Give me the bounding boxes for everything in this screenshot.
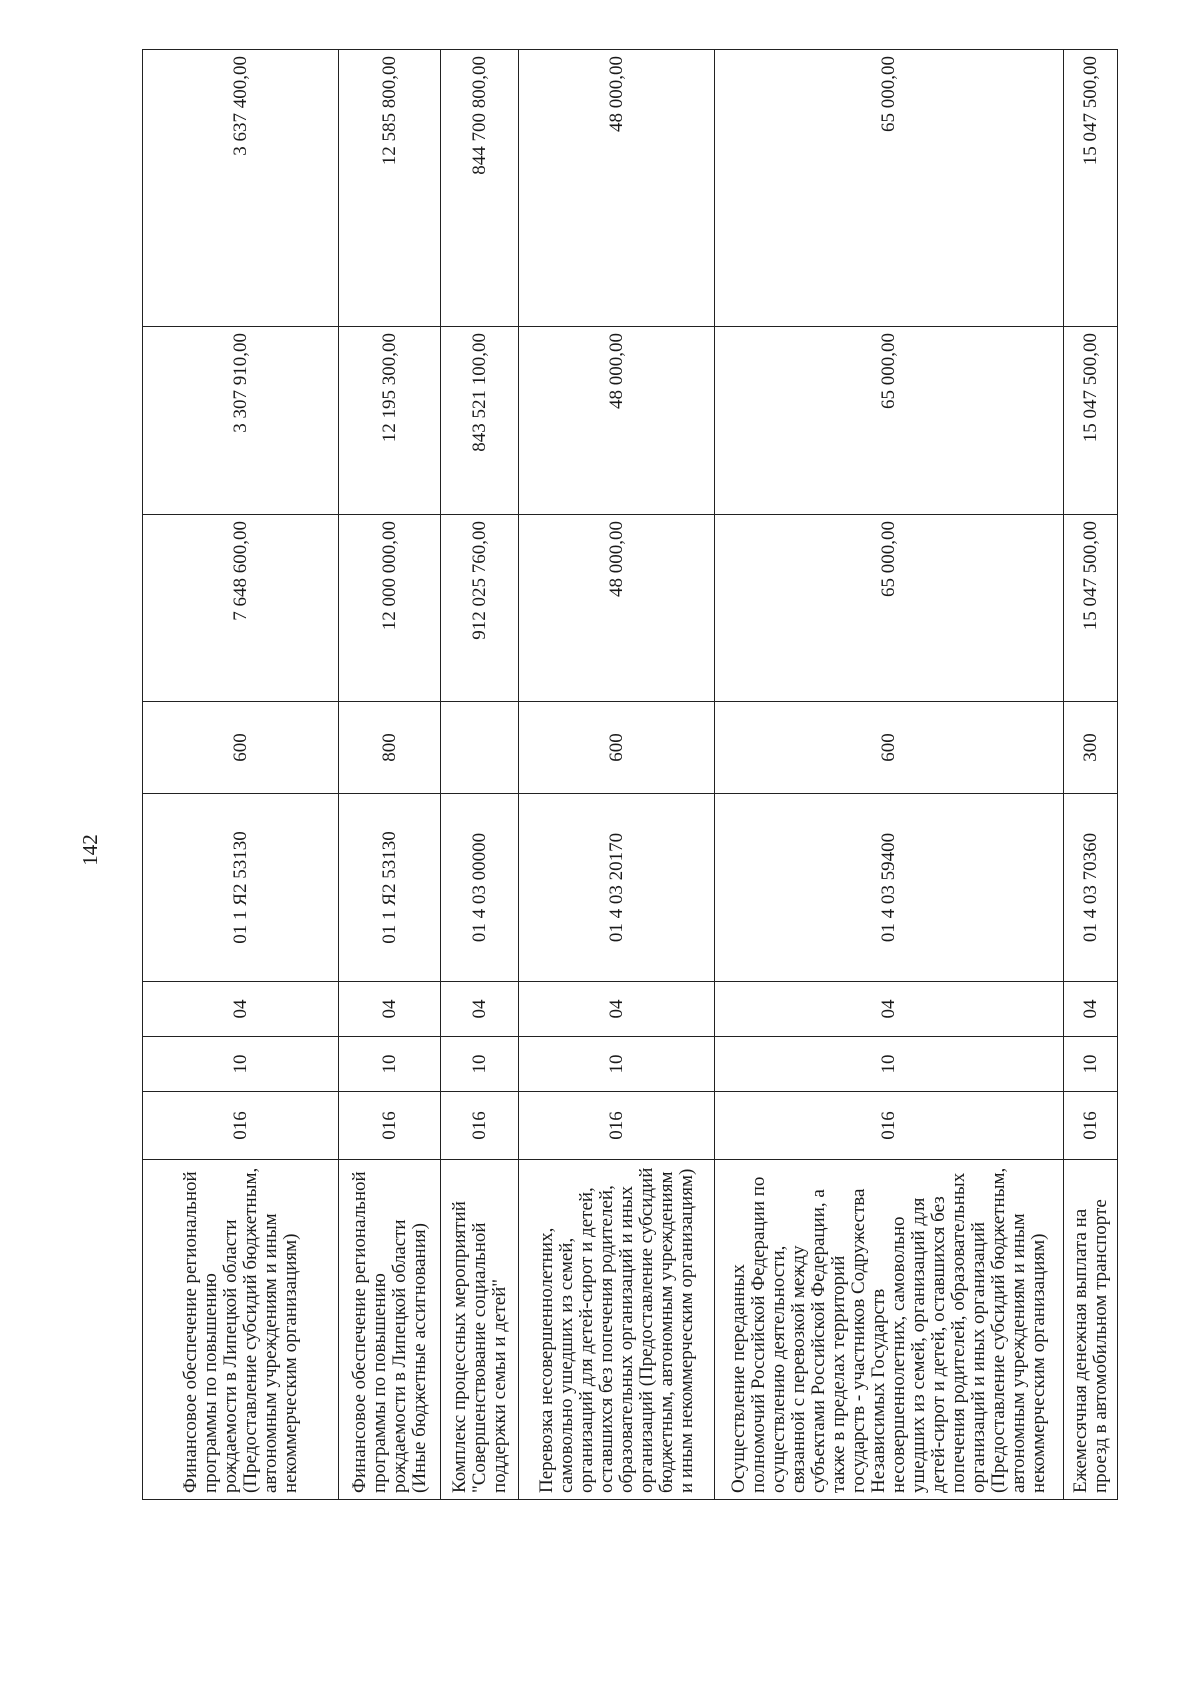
row-amount-2: 843 521 100,00 bbox=[441, 327, 519, 515]
row-name: Ежемесячная денежная выплата на проезд в автомобильном транспорте bbox=[1064, 1160, 1118, 1500]
row-target: 01 4 03 59400 bbox=[715, 794, 1064, 982]
row-amount-1: 15 047 500,00 bbox=[1064, 515, 1118, 702]
page-number: 142 bbox=[78, 834, 102, 866]
row-code: 016 bbox=[1064, 1092, 1118, 1160]
row-amount-3: 65 000,00 bbox=[715, 50, 1064, 327]
row-subsection: 04 bbox=[715, 982, 1064, 1037]
table-row bbox=[143, 50, 339, 1500]
table-row bbox=[441, 50, 519, 1500]
table-row bbox=[519, 50, 715, 1500]
row-section: 10 bbox=[519, 1037, 715, 1092]
row-amount-3: 48 000,00 bbox=[519, 50, 715, 327]
row-name: Перевозка несовершеннолетних, самовольно ушедших из семей, организаций для детей-сирот и детей, оставшихся без попечения родителей, образовательных организаций и иных организаций (Предоставление субсидий бюджетным, автономным учреждениям и иным некоммерческим организациям) bbox=[519, 1160, 715, 1500]
row-target: 01 1 Я2 53130 bbox=[143, 794, 339, 982]
table-row bbox=[339, 50, 441, 1500]
row-amount-2: 12 195 300,00 bbox=[339, 327, 441, 515]
row-amount-1: 48 000,00 bbox=[519, 515, 715, 702]
row-section: 10 bbox=[339, 1037, 441, 1092]
row-subsection: 04 bbox=[519, 982, 715, 1037]
row-type: 600 bbox=[143, 702, 339, 794]
row-name: Финансовое обеспечение региональной программы по повышению рождаемости в Липецкой области (Предоставление субсидий бюджетным, автономным учреждениям и иным некоммерческим организациям) bbox=[143, 1160, 339, 1500]
row-amount-2: 48 000,00 bbox=[519, 327, 715, 515]
row-amount-1: 65 000,00 bbox=[715, 515, 1064, 702]
rotated-table-frame bbox=[142, 50, 1117, 1500]
row-code: 016 bbox=[339, 1092, 441, 1160]
row-amount-1: 7 648 600,00 bbox=[143, 515, 339, 702]
row-section: 10 bbox=[143, 1037, 339, 1092]
row-subsection: 04 bbox=[441, 982, 519, 1037]
row-type bbox=[441, 702, 519, 794]
row-amount-2: 3 307 910,00 bbox=[143, 327, 339, 515]
row-section: 10 bbox=[715, 1037, 1064, 1092]
row-target: 01 1 Я2 53130 bbox=[339, 794, 441, 982]
row-code: 016 bbox=[441, 1092, 519, 1160]
row-subsection: 04 bbox=[143, 982, 339, 1037]
row-amount-1: 912 025 760,00 bbox=[441, 515, 519, 702]
budget-table bbox=[142, 49, 1118, 1500]
row-subsection: 04 bbox=[339, 982, 441, 1037]
row-amount-3: 844 700 800,00 bbox=[441, 50, 519, 327]
row-amount-3: 3 637 400,00 bbox=[143, 50, 339, 327]
row-name: Осуществление переданных полномочий Российской Федерации по осуществлению деятельности, связанной с перевозкой между субъектами Российской Федерации, а также в пределах территорий государств - участников Содружества Независимых Государств несовершеннолетних, самовольно ушедших из семей, организаций для детей-сирот и детей, оставшихся без попечения родителей, образовательных организаций и иных организаций (Предоставление субсидий бюджетным, автономным учреждениям и иным некоммерческим организациям) bbox=[715, 1160, 1064, 1500]
row-amount-3: 12 585 800,00 bbox=[339, 50, 441, 327]
table-row bbox=[715, 50, 1064, 1500]
row-target: 01 4 03 20170 bbox=[519, 794, 715, 982]
row-section: 10 bbox=[1064, 1037, 1118, 1092]
row-code: 016 bbox=[715, 1092, 1064, 1160]
row-code: 016 bbox=[143, 1092, 339, 1160]
row-type: 800 bbox=[339, 702, 441, 794]
row-target: 01 4 03 70360 bbox=[1064, 794, 1118, 982]
row-name: Финансовое обеспечение региональной программы по повышению рождаемости в Липецкой области (Иные бюджетные ассигнования) bbox=[339, 1160, 441, 1500]
row-amount-1: 12 000 000,00 bbox=[339, 515, 441, 702]
row-type: 300 bbox=[1064, 702, 1118, 794]
row-type: 600 bbox=[519, 702, 715, 794]
rotated-table-content bbox=[142, 50, 1117, 1500]
row-name: Комплекс процессных мероприятий "Совершенствование социальной поддержки семьи и детей" bbox=[441, 1160, 519, 1500]
row-section: 10 bbox=[441, 1037, 519, 1092]
row-type: 600 bbox=[715, 702, 1064, 794]
row-amount-2: 65 000,00 bbox=[715, 327, 1064, 515]
table-row bbox=[1064, 50, 1118, 1500]
row-subsection: 04 bbox=[1064, 982, 1118, 1037]
row-amount-2: 15 047 500,00 bbox=[1064, 327, 1118, 515]
row-amount-3: 15 047 500,00 bbox=[1064, 50, 1118, 327]
row-code: 016 bbox=[519, 1092, 715, 1160]
row-target: 01 4 03 00000 bbox=[441, 794, 519, 982]
